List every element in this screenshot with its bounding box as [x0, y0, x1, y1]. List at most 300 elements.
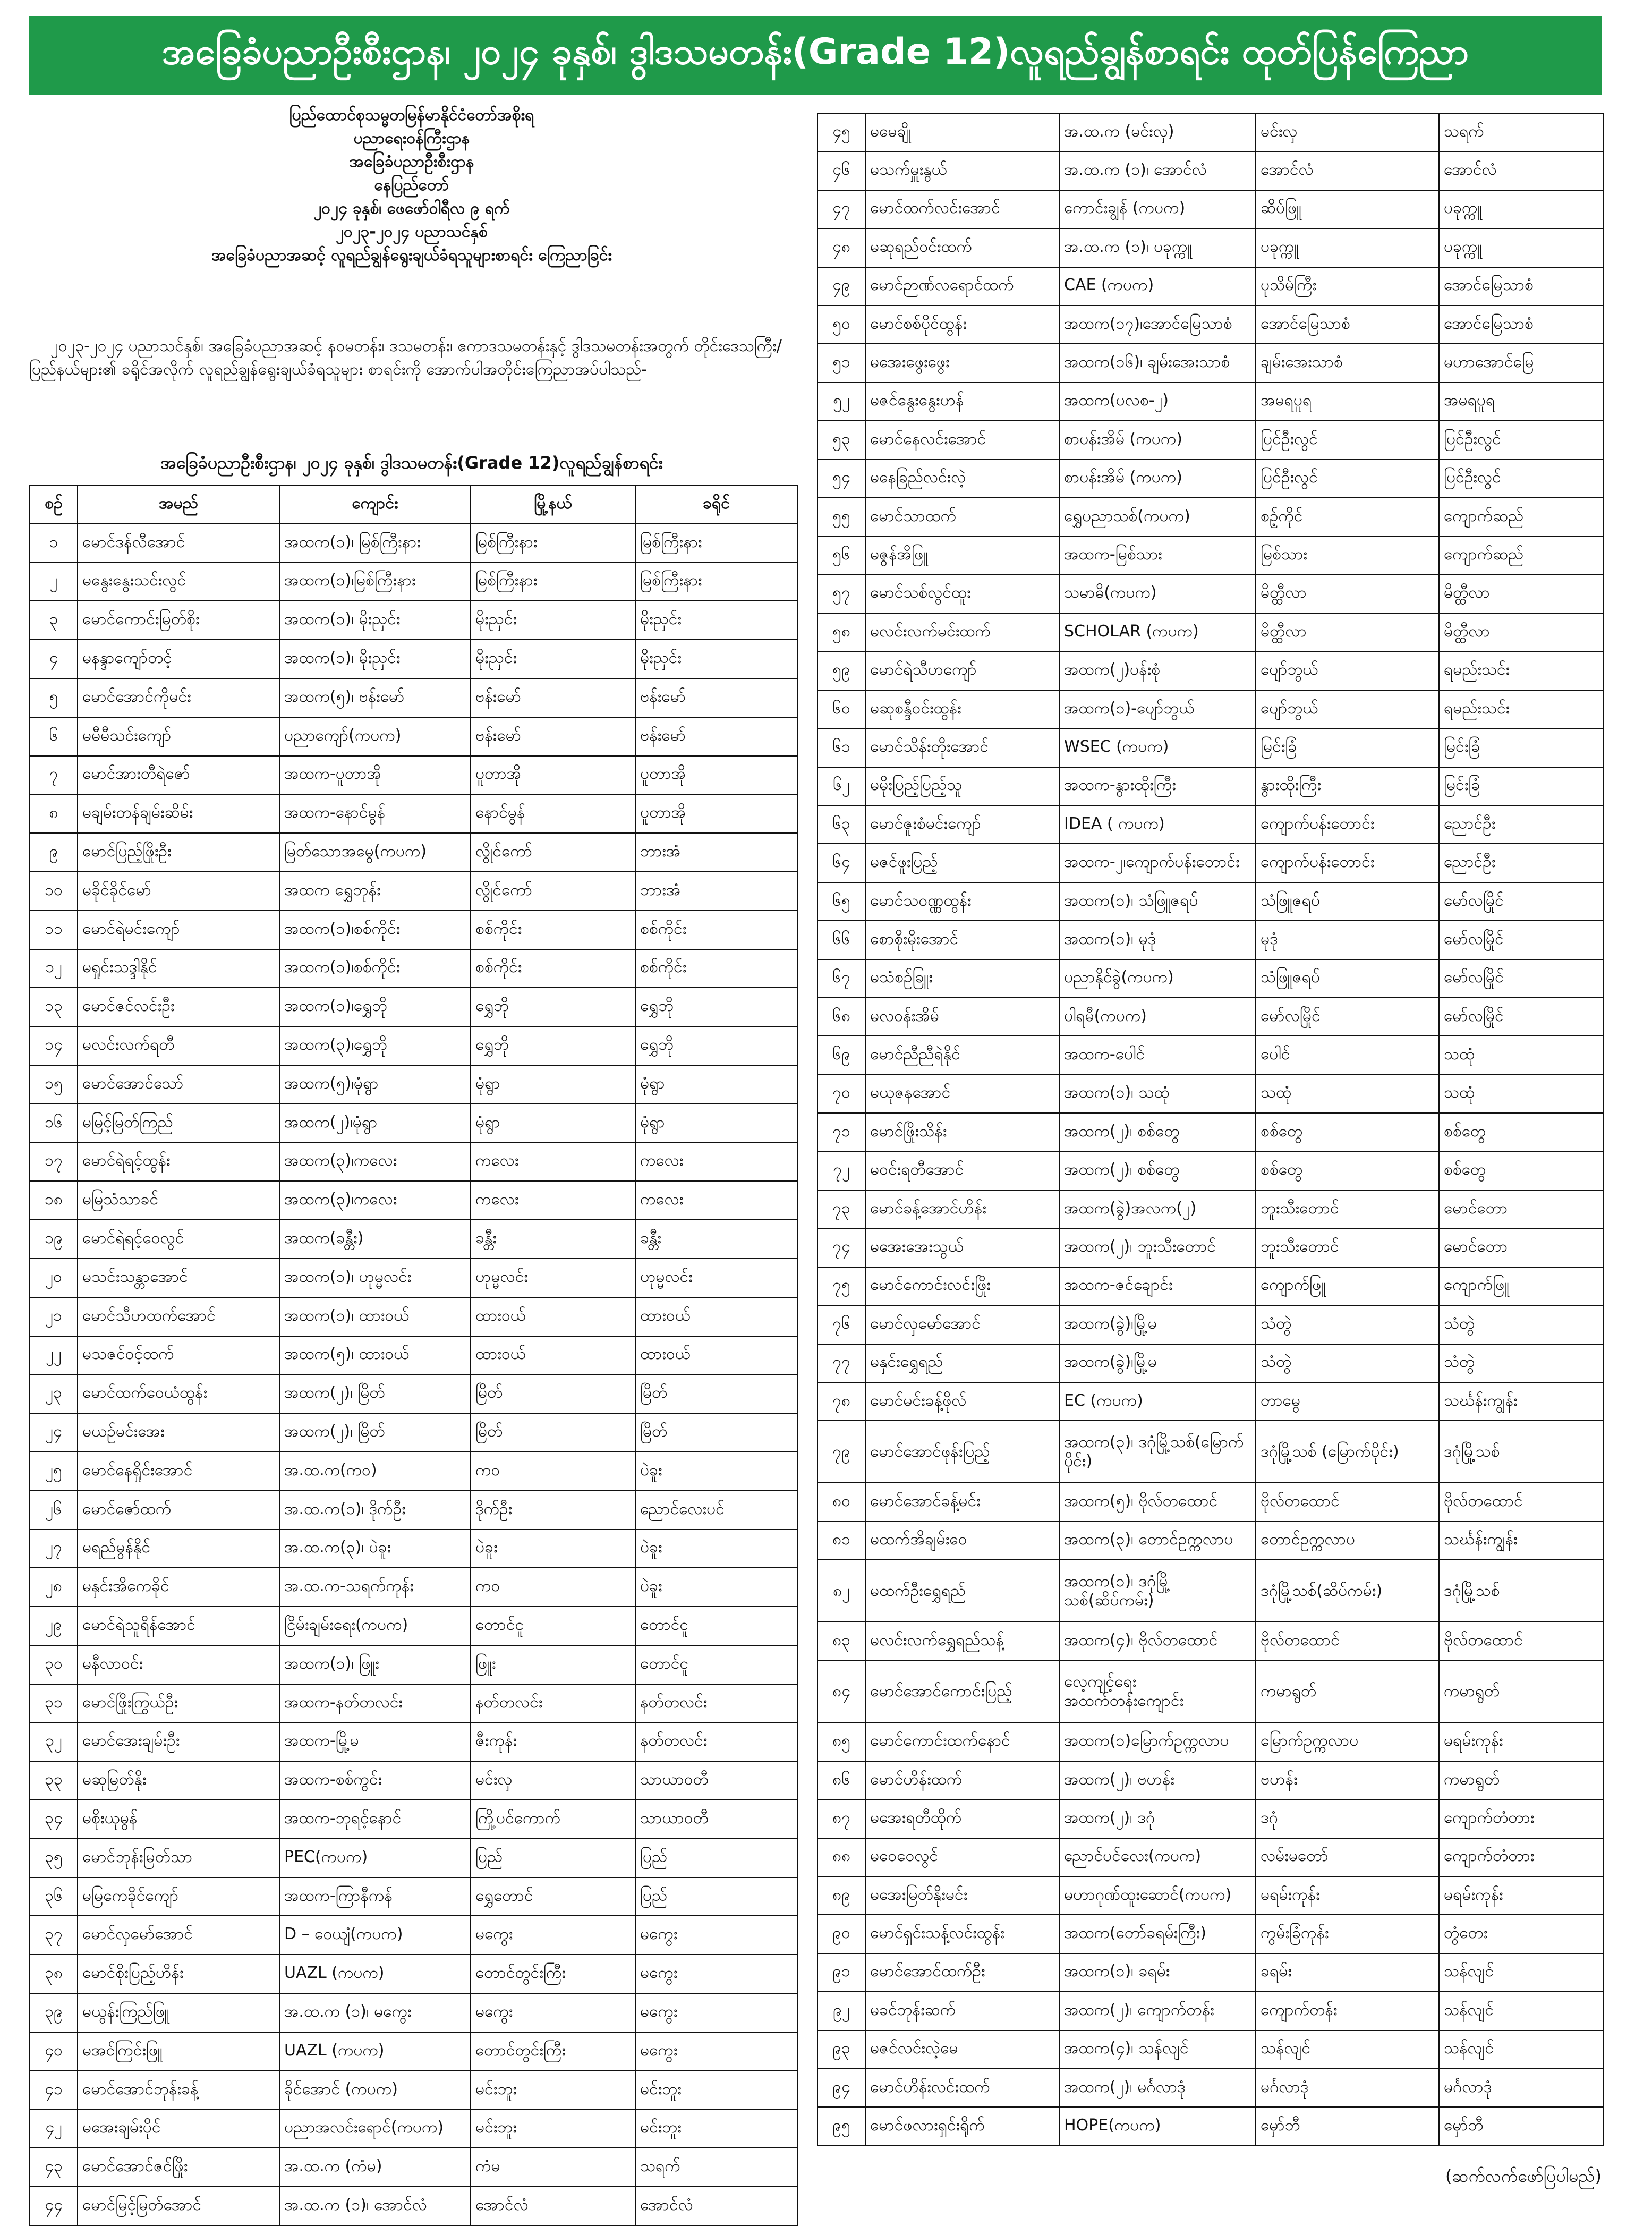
cell-township: နတ်တလင်း — [471, 1684, 635, 1723]
cell-number: ၇ — [30, 756, 78, 795]
cell-name: မောင်စိုးပြည့်ဟိန်း — [78, 1955, 279, 1993]
cell-township: ပျော်ဘွယ် — [1256, 690, 1439, 728]
cell-name: မအေးအေးသွယ် — [865, 1228, 1059, 1267]
cell-name: မောင်လှမော်အောင် — [865, 1305, 1059, 1344]
cell-school: အထက(၁)၊ ထားဝယ် — [279, 1297, 471, 1336]
cell-name: မဆုစန္ဒီဝင်းထွန်း — [865, 690, 1059, 728]
table-row — [30, 1530, 797, 1568]
cell-school: SCHOLAR (ကပက) — [1059, 613, 1256, 651]
cell-number: ၉၂ — [818, 1992, 865, 2030]
cell-number: ၅၂ — [818, 383, 865, 421]
cell-district: ကျောက်တံတား — [1439, 1838, 1604, 1876]
cell-number: ၃၈ — [30, 1955, 78, 1993]
cell-school: အထက(ခွဲ)အလက(၂) — [1059, 1190, 1256, 1228]
cell-number: ၆၃ — [818, 805, 865, 844]
cell-name: မယဉ်မင်းအေး — [78, 1413, 279, 1452]
cell-number: ၆၂ — [818, 767, 865, 805]
table-row — [30, 2187, 797, 2225]
cell-name: မသံစဉ်ခြူး — [865, 959, 1059, 998]
cell-number: ၂၂ — [30, 1336, 78, 1375]
cell-district: စစ်တွေ — [1439, 1113, 1604, 1151]
cell-district: ပဲခူး — [635, 1530, 797, 1568]
cell-name: မယုဇနအောင် — [865, 1075, 1059, 1113]
cell-township: ကဝ — [471, 1568, 635, 1607]
cell-township: လွိုင်ကော် — [471, 872, 635, 911]
cell-township: ပြင်ဦးလွင် — [1256, 421, 1439, 459]
table-row — [818, 1799, 1604, 1838]
cell-school: သမာဓိ(ကပက) — [1059, 575, 1256, 613]
cell-township: မြိတ် — [471, 1413, 635, 1452]
cell-number: ၉၀ — [818, 1915, 865, 1953]
cell-district: ကမာရွတ် — [1439, 1761, 1604, 1799]
cell-township: မုဒုံ — [1256, 921, 1439, 959]
table-row — [818, 536, 1604, 574]
cell-school: ညောင်ပင်လေး(ကပက) — [1059, 1838, 1256, 1876]
table-row — [30, 2109, 797, 2148]
cell-name: မောင်ဉာဏ်လရောင်ထက် — [865, 267, 1059, 305]
cell-number: ၂၉ — [30, 1607, 78, 1645]
table-row — [30, 1684, 797, 1723]
cell-number: ၁၁ — [30, 911, 78, 949]
table-row — [30, 1568, 797, 1607]
cell-township: ဗဟန်း — [1256, 1761, 1439, 1799]
cell-district: စစ်ကိုင်း — [635, 949, 797, 988]
table-row — [818, 1382, 1604, 1421]
cell-name: မောင်အောင်သော် — [78, 1065, 279, 1104]
cell-district: ရွှေဘို — [635, 988, 797, 1026]
cell-township: ကြို့ပင်ကောက် — [471, 1800, 635, 1839]
table-row — [30, 1839, 797, 1877]
table-row — [818, 344, 1604, 382]
cell-name: မသဇင်ဝင့်ထက် — [78, 1336, 279, 1375]
cell-school: အထက-နွားထိုးကြီး — [1059, 767, 1256, 805]
cell-number: ၃၁ — [30, 1684, 78, 1723]
table-row — [818, 228, 1604, 267]
cell-district: မိုးညှင်း — [635, 640, 797, 678]
cell-name: မမီမီသင်းကျော် — [78, 717, 279, 756]
cell-number: ၆၇ — [818, 959, 865, 998]
cell-district: မင်းဘူး — [635, 2071, 797, 2110]
cell-name: မောင်ဇော်ထက် — [78, 1491, 279, 1530]
cell-school: အထက-ဘုရင့်နောင် — [279, 1800, 471, 1839]
cell-school: ခိုင်အောင် (ကပက) — [279, 2071, 471, 2110]
cell-township: ဇီးကုန်း — [471, 1723, 635, 1762]
cell-school: အ.ထ.က(ကဝ) — [279, 1452, 471, 1491]
cell-name: မမေချို — [865, 113, 1059, 151]
cell-district: ကလေး — [635, 1143, 797, 1182]
cell-district: ကျောက်ဆည် — [1439, 498, 1604, 536]
cell-school: အထက(၁)၊စစ်ကိုင်း — [279, 911, 471, 949]
cell-district: ညောင်ဦး — [1439, 844, 1604, 882]
table-row — [818, 1036, 1604, 1074]
table-row — [30, 563, 797, 601]
cell-township: အောင်လံ — [471, 2187, 635, 2225]
cell-district: ပခုက္ကူ — [1439, 190, 1604, 228]
cell-name: မဝေဝေလွင် — [865, 1838, 1059, 1876]
cell-school: အထက(၂)၊ ဗဟန်း — [1059, 1761, 1256, 1799]
cell-school: အ.ထ.က (၁)၊ ပခုက္ကူ — [1059, 228, 1256, 267]
cell-township: မိုးညှင်း — [471, 640, 635, 678]
cell-school: အထက(၁)မြောက်ဥက္ကလာပ — [1059, 1722, 1256, 1761]
cell-district: ဗန်းမော် — [635, 678, 797, 717]
cell-township: မြစ်ကြီးနား — [471, 563, 635, 601]
cell-school: HOPE(ကပက) — [1059, 2107, 1256, 2145]
cell-township: မော်လမြိုင် — [1256, 998, 1439, 1036]
cell-number: ၄၅ — [818, 113, 865, 151]
cell-school: အထက(၁)၊ရွှေဘို — [279, 988, 471, 1026]
cell-township: မြစ်ကြီးနား — [471, 524, 635, 563]
cell-school: ပညာကျော်(ကပက) — [279, 717, 471, 756]
table-row — [818, 498, 1604, 536]
cell-number: ၆၄ — [818, 844, 865, 882]
cell-number: ၇၀ — [818, 1075, 865, 1113]
cell-number: ၉ — [30, 833, 78, 872]
cell-school: အထက-၂၊ကျောက်ပန်းတောင်း — [1059, 844, 1256, 882]
cell-number: ၄၇ — [818, 190, 865, 228]
cell-district: သန်လျင် — [1439, 2030, 1604, 2069]
table-row — [818, 1992, 1604, 2030]
cell-school: D – ဝေယျံ(ကပက) — [279, 1916, 471, 1955]
cell-number: ၈၁ — [818, 1522, 865, 1560]
cell-district: မှော်ဘီ — [1439, 2107, 1604, 2145]
cell-district: ကလေး — [635, 1181, 797, 1220]
cell-school: အထက-နတ်တလင်း — [279, 1684, 471, 1723]
cell-school: မြတ်သောအမွေ(ကပက) — [279, 833, 471, 872]
cell-number: ၁၆ — [30, 1104, 78, 1143]
cell-district: မိုးညှင်း — [635, 601, 797, 640]
cell-district: ပဲခူး — [635, 1568, 797, 1607]
cell-number: ၁၄ — [30, 1026, 78, 1065]
cell-district: မြင်းခြံ — [1439, 767, 1604, 805]
cell-district: တွံတေး — [1439, 1915, 1604, 1953]
cell-number: ၈ — [30, 794, 78, 833]
cell-school: WSEC (ကပက) — [1059, 728, 1256, 767]
table-row — [818, 1953, 1604, 1992]
cell-name: မဆုရည်ဝင်းထက် — [865, 228, 1059, 267]
cell-school: အထက(၂)၊ ကျောက်တန်း — [1059, 1992, 1256, 2030]
cell-number: ၄၄ — [30, 2187, 78, 2225]
table-row — [30, 1336, 797, 1375]
table-row — [818, 1075, 1604, 1113]
cell-name: မောင်သာထက် — [865, 498, 1059, 536]
cell-township: နွားထိုးကြီး — [1256, 767, 1439, 805]
cell-district: သင်္ဃန်းကျွန်း — [1439, 1382, 1604, 1421]
cell-district: အောင်မြေသာစံ — [1439, 305, 1604, 344]
cell-township: ပုသိမ်ကြီး — [1256, 267, 1439, 305]
cell-number: ၂၆ — [30, 1491, 78, 1530]
cell-township: ဒဂုံမြို့သစ် (မြောက်ပိုင်း) — [1256, 1421, 1439, 1483]
cell-township: ဒဂုံမြို့သစ်(ဆိပ်ကမ်း) — [1256, 1560, 1439, 1622]
cell-number: ၄၁ — [30, 2071, 78, 2110]
cell-township: ကံမ — [471, 2148, 635, 2187]
cell-name: မောင်မြင့်မြတ်အောင် — [78, 2187, 279, 2225]
cell-school: အထက(ခန္တီး) — [279, 1220, 471, 1259]
cell-township: မင်းဘူး — [471, 2071, 635, 2110]
cell-school: အထက(၁)၊မြစ်ကြီးနား — [279, 563, 471, 601]
cell-district: မြိတ် — [635, 1413, 797, 1452]
table-row — [30, 1297, 797, 1336]
cell-name: မောင်အောင်ဘုန်းခန့် — [78, 2071, 279, 2110]
cell-name: မနွေးနွေးသင်းလွင် — [78, 563, 279, 601]
header-title: အခြေခံပညာအဆင့် လူရည်ချွန်ရွေးချယ်ခံရသူများစာရင်း ကြေညာခြင်း — [211, 246, 612, 265]
cell-name: မောင်နေရှိုင်းအောင် — [78, 1452, 279, 1491]
cell-name: မောင်အောင်ဖုန်းပြည့် — [865, 1421, 1059, 1483]
cell-township: ကွမ်းခြံကုန်း — [1256, 1915, 1439, 1953]
cell-district: ထားဝယ် — [635, 1297, 797, 1336]
table-row — [818, 805, 1604, 844]
cell-name: မယွန်းကြည်ဖြူ — [78, 1993, 279, 2032]
cell-school: အထက-ပူတာအို — [279, 756, 471, 795]
cell-number: ၅ — [30, 678, 78, 717]
cell-township: သံတွဲ — [1256, 1344, 1439, 1382]
table-row — [30, 717, 797, 756]
cell-district: ပြည် — [635, 1839, 797, 1877]
cell-district: သင်္ဃန်းကျွန်း — [1439, 1522, 1604, 1560]
cell-school: အထက(၅)၊ ဗိုလ်တထောင် — [1059, 1483, 1256, 1521]
cell-district: တောင်ငူ — [635, 1645, 797, 1684]
cell-number: ၆၆ — [818, 921, 865, 959]
cell-name: မရည်မွန်နိုင် — [78, 1530, 279, 1568]
table-row — [818, 575, 1604, 613]
cell-number: ၁၂ — [30, 949, 78, 988]
cell-township: မုံရွာ — [471, 1104, 635, 1143]
cell-number: ၃ — [30, 601, 78, 640]
cell-number: ၃၇ — [30, 1916, 78, 1955]
cell-district: မောင်တော — [1439, 1228, 1604, 1267]
cell-number: ၂၁ — [30, 1297, 78, 1336]
cell-township: ဖြူး — [471, 1645, 635, 1684]
cell-number: ၆၅ — [818, 882, 865, 921]
cell-township: မကွေး — [471, 1993, 635, 2032]
cell-number: ၃၃ — [30, 1761, 78, 1800]
cell-number: ၇၉ — [818, 1421, 865, 1483]
cell-district: ဒဂုံမြို့သစ် — [1439, 1560, 1604, 1622]
cell-township: စစ်တွေ — [1256, 1113, 1439, 1151]
cell-township: ရွှေတောင် — [471, 1877, 635, 1916]
table-row — [30, 640, 797, 678]
cell-name: မခိုင်ခိုင်မော် — [78, 872, 279, 911]
cell-district: မော်လမြိုင် — [1439, 882, 1604, 921]
cell-township: သန်လျင် — [1256, 2030, 1439, 2069]
cell-district: မုံရွာ — [635, 1065, 797, 1104]
table-row — [818, 1344, 1604, 1382]
cell-number: ၅၆ — [818, 536, 865, 574]
cell-township: တာမွေ — [1256, 1382, 1439, 1421]
cell-number: ၈၇ — [818, 1799, 865, 1838]
column-header-number: စဉ် — [30, 485, 78, 524]
cell-district: သထုံ — [1439, 1036, 1604, 1074]
cell-district: မကွေး — [635, 1916, 797, 1955]
cell-number: ၁၈ — [30, 1181, 78, 1220]
table-row — [818, 1483, 1604, 1521]
cell-district: သာယာဝတီ — [635, 1800, 797, 1839]
honor-list-table-right — [817, 113, 1604, 2146]
cell-district: မကွေး — [635, 1993, 797, 2032]
cell-township: တောင်ငူ — [471, 1607, 635, 1645]
table-row — [30, 1026, 797, 1065]
table-row — [30, 833, 797, 872]
cell-township: ပူတာအို — [471, 756, 635, 795]
cell-name: မောင်ရဲရင့်ဝေလွင် — [78, 1220, 279, 1259]
cell-school: အထက(၁)-ပျော်ဘွယ် — [1059, 690, 1256, 728]
cell-district: သန်လျင် — [1439, 1992, 1604, 2030]
table-row — [30, 1374, 797, 1413]
cell-district: ညောင်ဦး — [1439, 805, 1604, 844]
cell-number: ၄၆ — [818, 151, 865, 190]
table-row — [30, 1607, 797, 1645]
cell-number: ၄ — [30, 640, 78, 678]
cell-number: ၈၉ — [818, 1876, 865, 1915]
cell-school: လေ့ကျင့်ရေး အထက်တန်းကျောင်း — [1059, 1660, 1256, 1722]
table-row — [30, 1955, 797, 1993]
table-row — [30, 2071, 797, 2110]
cell-district: မြိတ် — [635, 1374, 797, 1413]
cell-district: မင်းဘူး — [635, 2109, 797, 2148]
cell-school: အ.ထ.က (မင်းလှ) — [1059, 113, 1256, 151]
cell-township: ကျောက်ပန်းတောင်း — [1256, 805, 1439, 844]
cell-district: မော်လမြိုင် — [1439, 921, 1604, 959]
cell-school: အထက-ဇင်ချောင်း — [1059, 1267, 1256, 1305]
cell-school: UAZL (ကပက) — [279, 1955, 471, 1993]
cell-number: ၈၆ — [818, 1761, 865, 1799]
cell-district: ကျောက်တံတား — [1439, 1799, 1604, 1838]
cell-township: ဗိုလ်တထောင် — [1256, 1622, 1439, 1660]
table-row — [30, 678, 797, 717]
cell-name: မအေးချမ်းပိုင် — [78, 2109, 279, 2148]
cell-school: အထက(၂)၊ ဘူးသီးတောင် — [1059, 1228, 1256, 1267]
cell-name: မောင်ရဲသူရိန်အောင် — [78, 1607, 279, 1645]
cell-township: မကွေး — [471, 1916, 635, 1955]
table-row — [818, 1660, 1604, 1722]
cell-school: အထက(၁၆)၊ ချမ်းအေးသာစံ — [1059, 344, 1256, 382]
cell-township: လွိုင်ကော် — [471, 833, 635, 872]
cell-name: မောင်ရှင်းသန့်လင်းထွန်း — [865, 1915, 1059, 1953]
cell-township: ပြင်ဦးလွင် — [1256, 460, 1439, 498]
cell-district: ဘားအံ — [635, 872, 797, 911]
cell-school: အထက(၂)၊ ဒဂုံ — [1059, 1799, 1256, 1838]
cell-district: ထားဝယ် — [635, 1336, 797, 1375]
table-row — [818, 2107, 1604, 2145]
cell-township: အောင်မြေသာစံ — [1256, 305, 1439, 344]
cell-name: မအင်ကြင်းဖြူ — [78, 2032, 279, 2071]
table-row — [30, 1877, 797, 1916]
cell-district: မောင်တော — [1439, 1190, 1604, 1228]
cell-name: မနီလာဝင်း — [78, 1645, 279, 1684]
table-row — [30, 1645, 797, 1684]
cell-name: မလင်းလက်ရွှေရည်သန့် — [865, 1622, 1059, 1660]
cell-township: မရမ်းကုန်း — [1256, 1876, 1439, 1915]
cell-township: သံဖြူဇရပ် — [1256, 959, 1439, 998]
table-row — [818, 1421, 1604, 1483]
cell-district: အောင်လံ — [635, 2187, 797, 2225]
cell-number: ၅၇ — [818, 575, 865, 613]
table-row — [818, 998, 1604, 1036]
cell-township: ကျောက်ပန်းတောင်း — [1256, 844, 1439, 882]
table-header-row — [30, 485, 797, 524]
cell-district: ရမည်းသင်း — [1439, 651, 1604, 690]
cell-number: ၈၃ — [818, 1622, 865, 1660]
cell-name: မောင်ဇူးစံမင်းကျော် — [865, 805, 1059, 844]
cell-township: ဒဂုံ — [1256, 1799, 1439, 1838]
cell-name: မဇင်နွေးနွေးဟန် — [865, 383, 1059, 421]
cell-school: အထက(ခွဲ)၊မြို့မ — [1059, 1344, 1256, 1382]
cell-township: တောင်တွင်းကြီး — [471, 1955, 635, 1993]
cell-name: မလင်းလက်မင်းထက် — [865, 613, 1059, 651]
cell-district: မကွေး — [635, 1955, 797, 1993]
table-row — [30, 872, 797, 911]
cell-name: မောင်ရဲသီဟကျော် — [865, 651, 1059, 690]
cell-name: မမိုးပြည့်ပြည့်သူ — [865, 767, 1059, 805]
table-row — [818, 1838, 1604, 1876]
cell-number: ၅၈ — [818, 613, 865, 651]
table-row — [30, 1916, 797, 1955]
cell-district: သန်လျင် — [1439, 1953, 1604, 1992]
cell-district: ဒဂုံမြို့သစ် — [1439, 1421, 1604, 1483]
cell-school: အထက-စစ်ကွင်း — [279, 1761, 471, 1800]
header-line-department: အခြေခံပညာဦးစီးဌာန — [349, 152, 474, 171]
honor-list-table-left — [29, 485, 798, 2226]
cell-name: မောင်ကောင်းလင်းဖြိုး — [865, 1267, 1059, 1305]
table-row — [30, 601, 797, 640]
cell-name: မချမ်းတန်ချမ်းဆိမ်း — [78, 794, 279, 833]
cell-name: မအေးဖွေးဖွေး — [865, 344, 1059, 382]
cell-name: မလဝန်းအိမ် — [865, 998, 1059, 1036]
cell-township: ဘူးသီးတောင် — [1256, 1228, 1439, 1267]
cell-school: အထက(၃)၊ ဒဂုံမြို့သစ်(မြောက်ပိုင်း) — [1059, 1421, 1256, 1483]
cell-district: အောင်မြေသာစံ — [1439, 267, 1604, 305]
cell-number: ၉၅ — [818, 2107, 865, 2145]
cell-district: မြင်းခြံ — [1439, 728, 1604, 767]
table-row — [818, 113, 1604, 151]
cell-number: ၇၈ — [818, 1382, 865, 1421]
cell-township: စစ်ကိုင်း — [471, 949, 635, 988]
announcement-header — [29, 104, 794, 267]
cell-number: ၂ — [30, 563, 78, 601]
cell-number: ၄၉ — [818, 267, 865, 305]
cell-number: ၇၃ — [818, 1190, 865, 1228]
cell-school: အထက(၁)၊ သထုံ — [1059, 1075, 1256, 1113]
cell-school: အထက(၂)၊ မင်္ဂလာဒုံ — [1059, 2069, 1256, 2107]
cell-school: အထက(၅)၊ ထားဝယ် — [279, 1336, 471, 1375]
cell-school: မဟာဂုဏ်ထူးဆောင်(ကပက) — [1059, 1876, 1256, 1915]
cell-township: မင်းလှ — [1256, 113, 1439, 151]
table-row — [818, 1722, 1604, 1761]
cell-number: ၂၀ — [30, 1259, 78, 1297]
cell-name: မဇင်လင်းလဲ့မေ — [865, 2030, 1059, 2069]
cell-school: အထက-နောင်မွန် — [279, 794, 471, 833]
cell-township: သထုံ — [1256, 1075, 1439, 1113]
cell-school: အထက(၂)၊ မြိတ် — [279, 1374, 471, 1413]
cell-township: အောင်လံ — [1256, 151, 1439, 190]
cell-school: အထက(၂)၊ မြိတ် — [279, 1413, 471, 1452]
table-row — [30, 524, 797, 563]
cell-township: ရွှေဘို — [471, 1026, 635, 1065]
cell-school: အထက(ခွဲ)၊မြို့မ — [1059, 1305, 1256, 1344]
cell-name: မောင်နေလင်းအောင် — [865, 421, 1059, 459]
table-row — [818, 882, 1604, 921]
cell-number: ၆၁ — [818, 728, 865, 767]
header-date: ၂၀၂၄ ခုနှစ်၊ ဖေဖော်ဝါရီလ ၉ ရက် — [313, 199, 510, 218]
cell-township: ဗိုလ်တထောင် — [1256, 1483, 1439, 1521]
column-header-name: အမည် — [78, 485, 279, 524]
cell-township: မိတ္ထီလာ — [1256, 613, 1439, 651]
cell-township: တောင်ဥက္ကလာပ — [1256, 1522, 1439, 1560]
cell-name: မဇင်ဖူးပြည့် — [865, 844, 1059, 882]
cell-number: ၁၅ — [30, 1065, 78, 1104]
table-row — [30, 1143, 797, 1182]
cell-school: အထက-မြို့မ — [279, 1723, 471, 1762]
cell-school: PEC(ကပက) — [279, 1839, 471, 1877]
